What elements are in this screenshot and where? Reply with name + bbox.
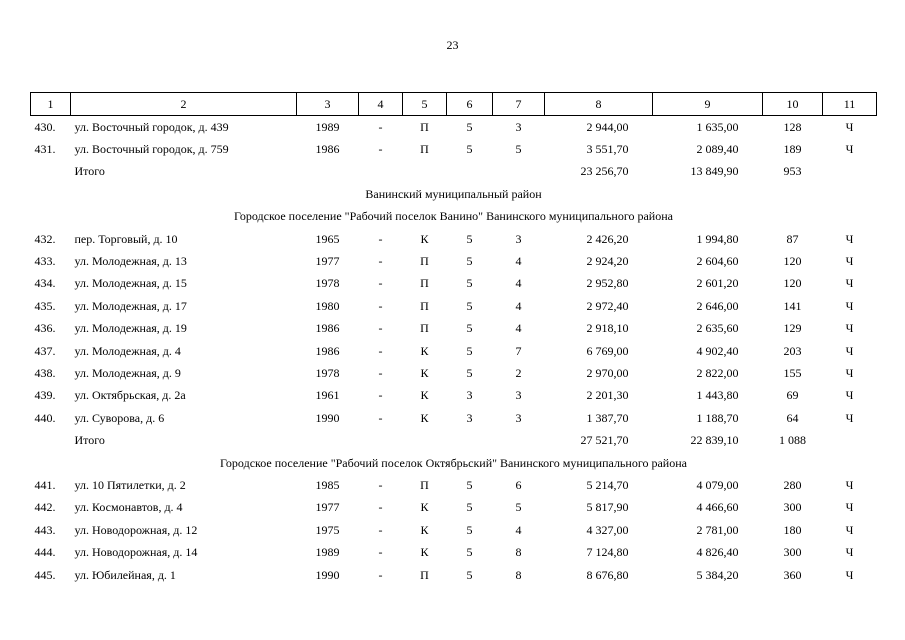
entrances-cell: 3 bbox=[515, 119, 522, 134]
column-4-cell: - bbox=[378, 545, 383, 560]
row-number: 441. bbox=[34, 477, 56, 492]
row-number: 436. bbox=[34, 321, 56, 336]
empty-cell bbox=[31, 161, 71, 183]
residents-cell: 189 bbox=[783, 142, 802, 157]
row-number: 434. bbox=[34, 276, 56, 291]
total-area-cell: 2 918,10 bbox=[586, 321, 629, 336]
ownership-cell: Ч bbox=[845, 410, 854, 425]
living-area-cell: 1 635,00 bbox=[696, 119, 739, 134]
section-heading-row bbox=[31, 183, 877, 205]
floors-cell: 5 bbox=[466, 545, 473, 560]
floors-cell: 3 bbox=[466, 388, 473, 403]
row-number: 432. bbox=[34, 231, 56, 246]
year-cell: 1965 bbox=[315, 231, 340, 246]
residents-cell: 129 bbox=[783, 321, 802, 336]
living-area-cell: 2 604,60 bbox=[696, 254, 739, 269]
living-area-cell: 4 826,40 bbox=[696, 545, 739, 560]
address-cell: ул. 10 Пятилетки, д. 2 bbox=[74, 477, 186, 492]
entrances-cell: 4 bbox=[515, 276, 522, 291]
year-cell: 1977 bbox=[315, 254, 340, 269]
ownership-cell: Ч bbox=[845, 477, 854, 492]
table-row bbox=[31, 228, 877, 250]
wall-material-cell: П bbox=[420, 321, 429, 336]
floors-cell: 5 bbox=[466, 254, 473, 269]
residents-cell: 180 bbox=[783, 522, 802, 537]
section-heading-row bbox=[31, 452, 877, 474]
wall-material-cell: П bbox=[420, 276, 429, 291]
total-area-cell: 2 972,40 bbox=[586, 298, 629, 313]
total-area-cell: 2 426,20 bbox=[586, 231, 629, 246]
living-area-sum: 13 849,90 bbox=[690, 164, 739, 179]
row-number: 430. bbox=[34, 119, 56, 134]
table-row bbox=[31, 295, 877, 317]
row-number: 445. bbox=[34, 567, 56, 582]
wall-material-cell: К bbox=[420, 410, 429, 425]
wall-material-cell: К bbox=[420, 545, 429, 560]
ownership-cell: Ч bbox=[845, 545, 854, 560]
total-area-cell: 7 124,80 bbox=[586, 545, 629, 560]
total-area-cell: 5 214,70 bbox=[586, 477, 629, 492]
address-cell: ул. Новодорожная, д. 14 bbox=[74, 545, 198, 560]
entrances-cell: 4 bbox=[515, 522, 522, 537]
floors-cell: 5 bbox=[466, 567, 473, 582]
year-cell: 1985 bbox=[315, 477, 340, 492]
wall-material-cell: К bbox=[420, 388, 429, 403]
year-cell: 1989 bbox=[315, 119, 340, 134]
wall-material-cell: П bbox=[420, 298, 429, 313]
header-cell: 11 bbox=[823, 93, 877, 116]
floors-cell: 5 bbox=[466, 119, 473, 134]
table-row bbox=[31, 138, 877, 160]
housing-table bbox=[30, 92, 877, 586]
entrances-cell: 8 bbox=[515, 545, 522, 560]
year-cell: 1980 bbox=[315, 298, 340, 313]
year-cell: 1978 bbox=[315, 276, 340, 291]
row-number: 433. bbox=[34, 254, 56, 269]
table-row bbox=[31, 273, 877, 295]
table-header-row bbox=[31, 93, 877, 116]
address-cell: пер. Торговый, д. 10 bbox=[74, 231, 178, 246]
year-cell: 1990 bbox=[315, 410, 340, 425]
row-number: 438. bbox=[34, 365, 56, 380]
living-area-cell: 1 994,80 bbox=[696, 231, 739, 246]
ownership-cell: Ч bbox=[845, 254, 854, 269]
header-cell: 8 bbox=[545, 93, 653, 116]
row-number: 435. bbox=[34, 298, 56, 313]
wall-material-cell: К bbox=[420, 500, 429, 515]
section-heading: Ванинский муниципальный район bbox=[365, 186, 542, 201]
living-area-cell: 2 646,00 bbox=[696, 298, 739, 313]
entrances-cell: 4 bbox=[515, 254, 522, 269]
total-area-cell: 2 944,00 bbox=[586, 119, 629, 134]
section-heading-row bbox=[31, 206, 877, 228]
ownership-cell: Ч bbox=[845, 343, 854, 358]
row-number: 431. bbox=[34, 142, 56, 157]
ownership-cell: Ч bbox=[845, 119, 854, 134]
table-row bbox=[31, 250, 877, 272]
column-4-cell: - bbox=[378, 276, 383, 291]
column-4-cell: - bbox=[378, 500, 383, 515]
wall-material-cell: П bbox=[420, 254, 429, 269]
address-cell: ул. Восточный городок, д. 439 bbox=[74, 119, 229, 134]
living-area-cell: 4 079,00 bbox=[696, 477, 739, 492]
address-cell: ул. Космонавтов, д. 4 bbox=[74, 500, 183, 515]
year-cell: 1961 bbox=[315, 388, 340, 403]
entrances-cell: 7 bbox=[515, 343, 522, 358]
wall-material-cell: П bbox=[420, 142, 429, 157]
ownership-cell: Ч bbox=[845, 142, 854, 157]
year-cell: 1978 bbox=[315, 365, 340, 380]
address-cell: ул. Молодежная, д. 9 bbox=[74, 365, 181, 380]
address-cell: ул. Молодежная, д. 4 bbox=[74, 343, 181, 358]
living-area-cell: 2 601,20 bbox=[696, 276, 739, 291]
residents-cell: 155 bbox=[783, 365, 802, 380]
total-label: Итого bbox=[74, 164, 105, 179]
year-cell: 1975 bbox=[315, 522, 340, 537]
table-row bbox=[31, 407, 877, 429]
floors-cell: 5 bbox=[466, 321, 473, 336]
table-row bbox=[31, 474, 877, 496]
row-number: 444. bbox=[34, 545, 56, 560]
residents-cell: 300 bbox=[783, 500, 802, 515]
entrances-cell: 5 bbox=[515, 500, 522, 515]
section-heading: Городское поселение "Рабочий поселок Ванино" Ванинского муниципального района bbox=[234, 209, 673, 224]
empty-cell bbox=[823, 429, 877, 451]
row-number: 437. bbox=[34, 343, 56, 358]
entrances-cell: 4 bbox=[515, 298, 522, 313]
floors-cell: 5 bbox=[466, 231, 473, 246]
living-area-cell: 2 822,00 bbox=[696, 365, 739, 380]
entrances-cell: 3 bbox=[515, 388, 522, 403]
residents-cell: 87 bbox=[786, 231, 799, 246]
section-heading: Городское поселение "Рабочий поселок Октябрьский" Ванинского муниципального района bbox=[220, 455, 687, 470]
residents-cell: 69 bbox=[786, 388, 799, 403]
column-4-cell: - bbox=[378, 365, 383, 380]
ownership-cell: Ч bbox=[845, 567, 854, 582]
total-area-cell: 2 952,80 bbox=[586, 276, 629, 291]
wall-material-cell: К bbox=[420, 343, 429, 358]
total-area-sum: 23 256,70 bbox=[580, 164, 629, 179]
residents-cell: 141 bbox=[783, 298, 802, 313]
residents-cell: 120 bbox=[783, 254, 802, 269]
ownership-cell: Ч bbox=[845, 231, 854, 246]
address-cell: ул. Молодежная, д. 17 bbox=[74, 298, 187, 313]
total-row bbox=[31, 429, 877, 451]
total-row bbox=[31, 161, 877, 183]
table-row bbox=[31, 340, 877, 362]
wall-material-cell: К bbox=[420, 522, 429, 537]
row-number: 439. bbox=[34, 388, 56, 403]
floors-cell: 5 bbox=[466, 276, 473, 291]
empty-cell bbox=[823, 161, 877, 183]
table-row bbox=[31, 541, 877, 563]
year-cell: 1986 bbox=[315, 321, 340, 336]
floors-cell: 5 bbox=[466, 365, 473, 380]
year-cell: 1989 bbox=[315, 545, 340, 560]
living-area-cell: 1 188,70 bbox=[696, 410, 739, 425]
page-number: 23 bbox=[446, 38, 459, 52]
residents-sum: 1 088 bbox=[779, 433, 806, 448]
floors-cell: 5 bbox=[466, 522, 473, 537]
address-cell: ул. Новодорожная, д. 12 bbox=[74, 522, 198, 537]
header-cell: 2 bbox=[71, 93, 297, 116]
empty-cell bbox=[31, 429, 71, 451]
column-4-cell: - bbox=[378, 254, 383, 269]
column-4-cell: - bbox=[378, 343, 383, 358]
floors-cell: 5 bbox=[466, 142, 473, 157]
header-cell: 4 bbox=[359, 93, 403, 116]
address-cell: ул. Суворова, д. 6 bbox=[74, 410, 165, 425]
address-cell: ул. Юбилейная, д. 1 bbox=[74, 567, 176, 582]
column-4-cell: - bbox=[378, 142, 383, 157]
row-number: 440. bbox=[34, 410, 56, 425]
year-cell: 1986 bbox=[315, 343, 340, 358]
row-number: 443. bbox=[34, 522, 56, 537]
residents-cell: 120 bbox=[783, 276, 802, 291]
address-cell: ул. Молодежная, д. 13 bbox=[74, 254, 187, 269]
wall-material-cell: К bbox=[420, 231, 429, 246]
total-area-cell: 6 769,00 bbox=[586, 343, 629, 358]
column-4-cell: - bbox=[378, 321, 383, 336]
ownership-cell: Ч bbox=[845, 522, 854, 537]
entrances-cell: 6 bbox=[515, 477, 522, 492]
header-cell: 1 bbox=[31, 93, 71, 116]
residents-sum: 953 bbox=[783, 164, 802, 179]
table-row bbox=[31, 519, 877, 541]
column-4-cell: - bbox=[378, 119, 383, 134]
year-cell: 1986 bbox=[315, 142, 340, 157]
floors-cell: 5 bbox=[466, 477, 473, 492]
total-area-cell: 1 387,70 bbox=[586, 410, 629, 425]
table-row bbox=[31, 318, 877, 340]
column-4-cell: - bbox=[378, 298, 383, 313]
header-cell: 3 bbox=[297, 93, 359, 116]
total-area-cell: 4 327,00 bbox=[586, 522, 629, 537]
address-cell: ул. Молодежная, д. 15 bbox=[74, 276, 187, 291]
wall-material-cell: К bbox=[420, 365, 429, 380]
entrances-cell: 3 bbox=[515, 231, 522, 246]
total-area-cell: 2 924,20 bbox=[586, 254, 629, 269]
ownership-cell: Ч bbox=[845, 298, 854, 313]
ownership-cell: Ч bbox=[845, 365, 854, 380]
entrances-cell: 4 bbox=[515, 321, 522, 336]
living-area-cell: 5 384,20 bbox=[696, 567, 739, 582]
living-area-sum: 22 839,10 bbox=[690, 433, 739, 448]
residents-cell: 280 bbox=[783, 477, 802, 492]
floors-cell: 5 bbox=[466, 500, 473, 515]
living-area-cell: 2 781,00 bbox=[696, 522, 739, 537]
header-cell: 5 bbox=[403, 93, 447, 116]
total-label: Итого bbox=[74, 433, 105, 448]
column-4-cell: - bbox=[378, 231, 383, 246]
address-cell: ул. Восточный городок, д. 759 bbox=[74, 142, 229, 157]
living-area-cell: 2 635,60 bbox=[696, 321, 739, 336]
wall-material-cell: П bbox=[420, 119, 429, 134]
ownership-cell: Ч bbox=[845, 388, 854, 403]
residents-cell: 300 bbox=[783, 545, 802, 560]
residents-cell: 203 bbox=[783, 343, 802, 358]
total-area-cell: 2 970,00 bbox=[586, 365, 629, 380]
total-area-cell: 8 676,80 bbox=[586, 567, 629, 582]
year-cell: 1977 bbox=[315, 500, 340, 515]
row-number: 442. bbox=[34, 500, 56, 515]
year-cell: 1990 bbox=[315, 567, 340, 582]
residents-cell: 128 bbox=[783, 119, 802, 134]
ownership-cell: Ч bbox=[845, 276, 854, 291]
floors-cell: 3 bbox=[466, 410, 473, 425]
entrances-cell: 5 bbox=[515, 142, 522, 157]
living-area-cell: 1 443,80 bbox=[696, 388, 739, 403]
floors-cell: 5 bbox=[466, 298, 473, 313]
column-4-cell: - bbox=[378, 410, 383, 425]
residents-cell: 360 bbox=[783, 567, 802, 582]
ownership-cell: Ч bbox=[845, 500, 854, 515]
header-cell: 6 bbox=[447, 93, 493, 116]
header-cell: 10 bbox=[763, 93, 823, 116]
table-row bbox=[31, 362, 877, 384]
table-row bbox=[31, 385, 877, 407]
living-area-cell: 2 089,40 bbox=[696, 142, 739, 157]
entrances-cell: 3 bbox=[515, 410, 522, 425]
total-area-cell: 2 201,30 bbox=[586, 388, 629, 403]
table-row bbox=[31, 116, 877, 139]
total-area-cell: 3 551,70 bbox=[586, 142, 629, 157]
entrances-cell: 8 bbox=[515, 567, 522, 582]
table-row bbox=[31, 497, 877, 519]
address-cell: ул. Молодежная, д. 19 bbox=[74, 321, 187, 336]
column-4-cell: - bbox=[378, 522, 383, 537]
header-cell: 9 bbox=[653, 93, 763, 116]
entrances-cell: 2 bbox=[515, 365, 522, 380]
table-row bbox=[31, 564, 877, 586]
wall-material-cell: П bbox=[420, 567, 429, 582]
column-4-cell: - bbox=[378, 477, 383, 492]
ownership-cell: Ч bbox=[845, 321, 854, 336]
floors-cell: 5 bbox=[466, 343, 473, 358]
living-area-cell: 4 466,60 bbox=[696, 500, 739, 515]
total-area-cell: 5 817,90 bbox=[586, 500, 629, 515]
column-4-cell: - bbox=[378, 388, 383, 403]
header-cell: 7 bbox=[493, 93, 545, 116]
living-area-cell: 4 902,40 bbox=[696, 343, 739, 358]
residents-cell: 64 bbox=[786, 410, 799, 425]
column-4-cell: - bbox=[378, 567, 383, 582]
wall-material-cell: П bbox=[420, 477, 429, 492]
total-area-sum: 27 521,70 bbox=[580, 433, 629, 448]
address-cell: ул. Октябрьская, д. 2а bbox=[74, 388, 186, 403]
